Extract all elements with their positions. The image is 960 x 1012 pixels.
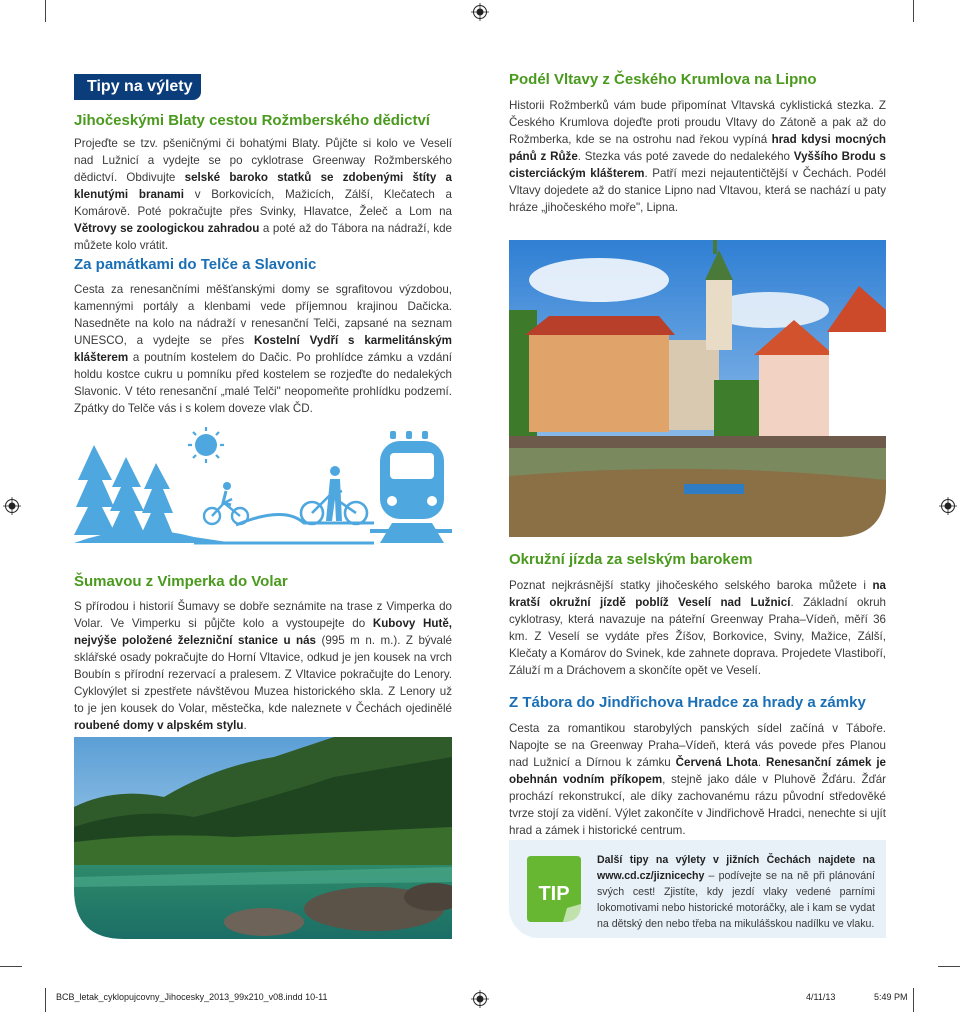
section-text: Projeďte se tzv. pšeničnými či bohatými Blaty. Půjčte si kolo ve Veselí nad Lužnicí a vydejte se po cyklotrase Greenway Rožmberského dědictví. Obdivujte selské baroko statků se zdobenými štíty a klenutými branami v Borkovicích, Mažicích, Zálší, Klečatech a Komárově. Poté pokračujte přes Svinky, Hlavatce, Želeč a Lom na Větrovy se zoologickou zahradou a poté až do Tábora na nádraží, kde můžete kolo vrátit. bbox=[74, 137, 452, 252]
crop-mark bbox=[938, 966, 960, 967]
section-telc bbox=[74, 256, 452, 417]
tree-icon bbox=[108, 457, 146, 537]
cycling-illustration bbox=[74, 425, 452, 545]
section-blaty bbox=[74, 112, 452, 254]
section-title: Šumavou z Vimperka do Volar bbox=[74, 573, 288, 590]
section-text: Poznat nejkrásnější statky jihočeského selského baroka můžete i na kratší okružní jízdě poblíž Veselí nad Lužnicí. Základní okruh cyklotrasy, která navazuje na páteřní Greenway Praha–Vídeň, měří 36 km. Z Veselí se vydáte přes Žíšov, Borkovice, Sviny, Mažice, Zálší, Klečaty a Komárov do Svinek, kde zahnete doprava. Projedete Vlastiboří, Záluží m a Dráchovem a skončíte opět ve Veselí. bbox=[509, 579, 887, 677]
footer-date: 4/11/13 bbox=[806, 992, 836, 1002]
crop-mark bbox=[45, 988, 46, 1012]
sun-icon bbox=[195, 434, 217, 456]
section-okruzni bbox=[509, 551, 886, 679]
section-vltava bbox=[509, 71, 886, 216]
section-tabor bbox=[509, 694, 886, 839]
crop-mark bbox=[45, 0, 46, 22]
section-badge: Tipy na výlety bbox=[74, 74, 201, 100]
footer-file-name: BCB_letak_cyklopujcovny_Jihocesky_2013_99x210_v08.indd 10-11 bbox=[56, 992, 328, 1002]
section-title: Jihočeskými Blaty cestou Rožmberského dědictví bbox=[74, 112, 430, 129]
registration-mark-icon bbox=[471, 3, 489, 21]
footer-time: 5:49 PM bbox=[874, 992, 908, 1002]
train-icon bbox=[370, 431, 452, 543]
registration-mark-icon bbox=[3, 497, 21, 515]
tree-icon bbox=[140, 463, 174, 537]
crop-mark bbox=[0, 966, 22, 967]
section-text: Cesta za renesančními měšťanskými domy se sgrafitovou výzdobou, kamennými portály a klenbami vede příjemnou krajinou Dačicka. Nasedněte na kolo na nádraží v renesanční Telči, zapsané na seznam UNESCO, a vydejte se přes Kostelní Vydří s karmelitánským klášterem a poutním kostelem do Dačic. Po prohlídce zámku a vzdání holdu kostce cukru u pomníku před kostelem se rozjeďte do nedalekých Slavonic. V této renesanční „malé Telči" neopomeňte prohlídku podzemí. Zpátky do Telče vás i s kolem doveze vlak ČD. bbox=[74, 283, 452, 415]
crop-mark bbox=[913, 0, 914, 22]
section-text: Historii Rožmberků vám bude připomínat Vltavská cyklistická stezka. Z Českého Krumlova dojeďte proti proudu Vltavy do Zátoně a pak až do Rožmberka, kde se na ostrohu nad řekou vypíná hrad kdysi mocných pánů z Růže. Stezka vás poté zavede do nedalekého Vyššího Brodu s cisterciáckým klášterem. Patří mezi nejautentičtější v Čechách. Podél Vltavy dojedete až do stanice Lipno nad Vltavou, která se nachází u paty hráze „jihočeského moře", Lipna. bbox=[509, 99, 886, 214]
registration-mark-icon bbox=[939, 497, 957, 515]
tip-icon bbox=[527, 856, 581, 922]
tip-text: Další tipy na výlety v jižních Čechách najdete na www.cd.cz/jiznicechy – podívejte se na ně při plánování svých cest! Zjistíte, kdy jezdí vlaky vedené parními lokomotivami nebo historické motoráčky, ale i kam se vydat na dětský den nebo třeba na mikulášskou nadílku ve vlaku. bbox=[597, 854, 875, 930]
section-sumava bbox=[74, 573, 452, 734]
cesky-krumlov-photo bbox=[509, 240, 886, 537]
section-title: Okružní jízda za selským barokem bbox=[509, 551, 753, 568]
section-title: Podél Vltavy z Českého Krumlova na Lipno bbox=[509, 71, 817, 88]
section-title: Z Tábora do Jindřichova Hradce za hrady a zámky bbox=[509, 694, 866, 711]
lake-photo bbox=[74, 737, 452, 939]
registration-mark-icon bbox=[471, 990, 489, 1008]
section-text: Cesta za romantikou starobylých panských sídel začíná v Táboře. Napojte se na Greenway Praha–Vídeň, která vás povede přes Planou nad Lužnicí a Dírnou k zámku Červená Lhota. Renesanční zámek je obehnán vodním příkopem, stejně jako dále v Pluhově Žďáru. Žďár prochází rekonstrukcí, ale díky zachovanému rázu původní středověké tvrze stojí za vidění. Výlet zakončíte v Jindřichově Hradci, nenechte si ujít hrad a zámek i historické centrum. bbox=[509, 722, 887, 837]
crop-mark bbox=[913, 988, 914, 1012]
tip-icon-label: TIP bbox=[538, 883, 570, 905]
section-title: Za památkami do Telče a Slavonic bbox=[74, 256, 317, 273]
tree-icon bbox=[74, 445, 116, 535]
section-text: S přírodou i historií Šumavy se dobře seznámite na trase z Vimperka do Volar. Ve Vimperku si půjčte kolo a vystoupejte do Kubovy Hutě, nejvýše položené železniční stanice u nás (995 m n. m.). Z bývalé sklářské osady pokračujte do Horní Vltavice, odkud je jen kousek na vrch Boubín s přírodní rezervací a pralesem. Z Vltavice pokračujte do Lenory. Cyklovýlet si zpestřete návštěvou Muzea historického skla. Z Lenory už to je jen kousek do Volar, městečka, kde naleznete v Čechách ojedinělé roubené domy v alpském stylu. bbox=[74, 600, 452, 732]
tip-box bbox=[509, 840, 886, 938]
